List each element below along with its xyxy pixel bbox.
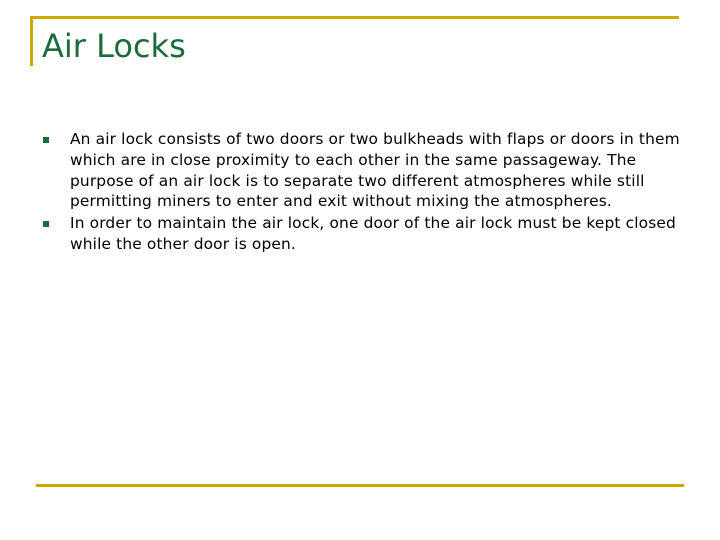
left-accent-rule xyxy=(30,16,33,66)
bullet-list xyxy=(40,129,680,256)
square-bullet-icon xyxy=(43,221,49,227)
top-accent-rule xyxy=(30,16,679,19)
bottom-accent-rule xyxy=(36,484,684,487)
bullet-text: An air lock consists of two doors or two bulkheads with flaps or doors in them which are in close proximity to each other in the same passageway. The purpose of an air lock is to separate two different atmospheres while still permitting miners to enter and exit without mixing the atmospheres. xyxy=(70,130,680,211)
bullet-item xyxy=(40,129,680,212)
square-bullet-icon xyxy=(43,137,49,143)
bullet-text: In order to maintain the air lock, one door of the air lock must be kept closed while the other door is open. xyxy=(70,214,676,253)
bullet-item xyxy=(40,213,680,255)
slide-title: Air Locks xyxy=(42,27,186,65)
